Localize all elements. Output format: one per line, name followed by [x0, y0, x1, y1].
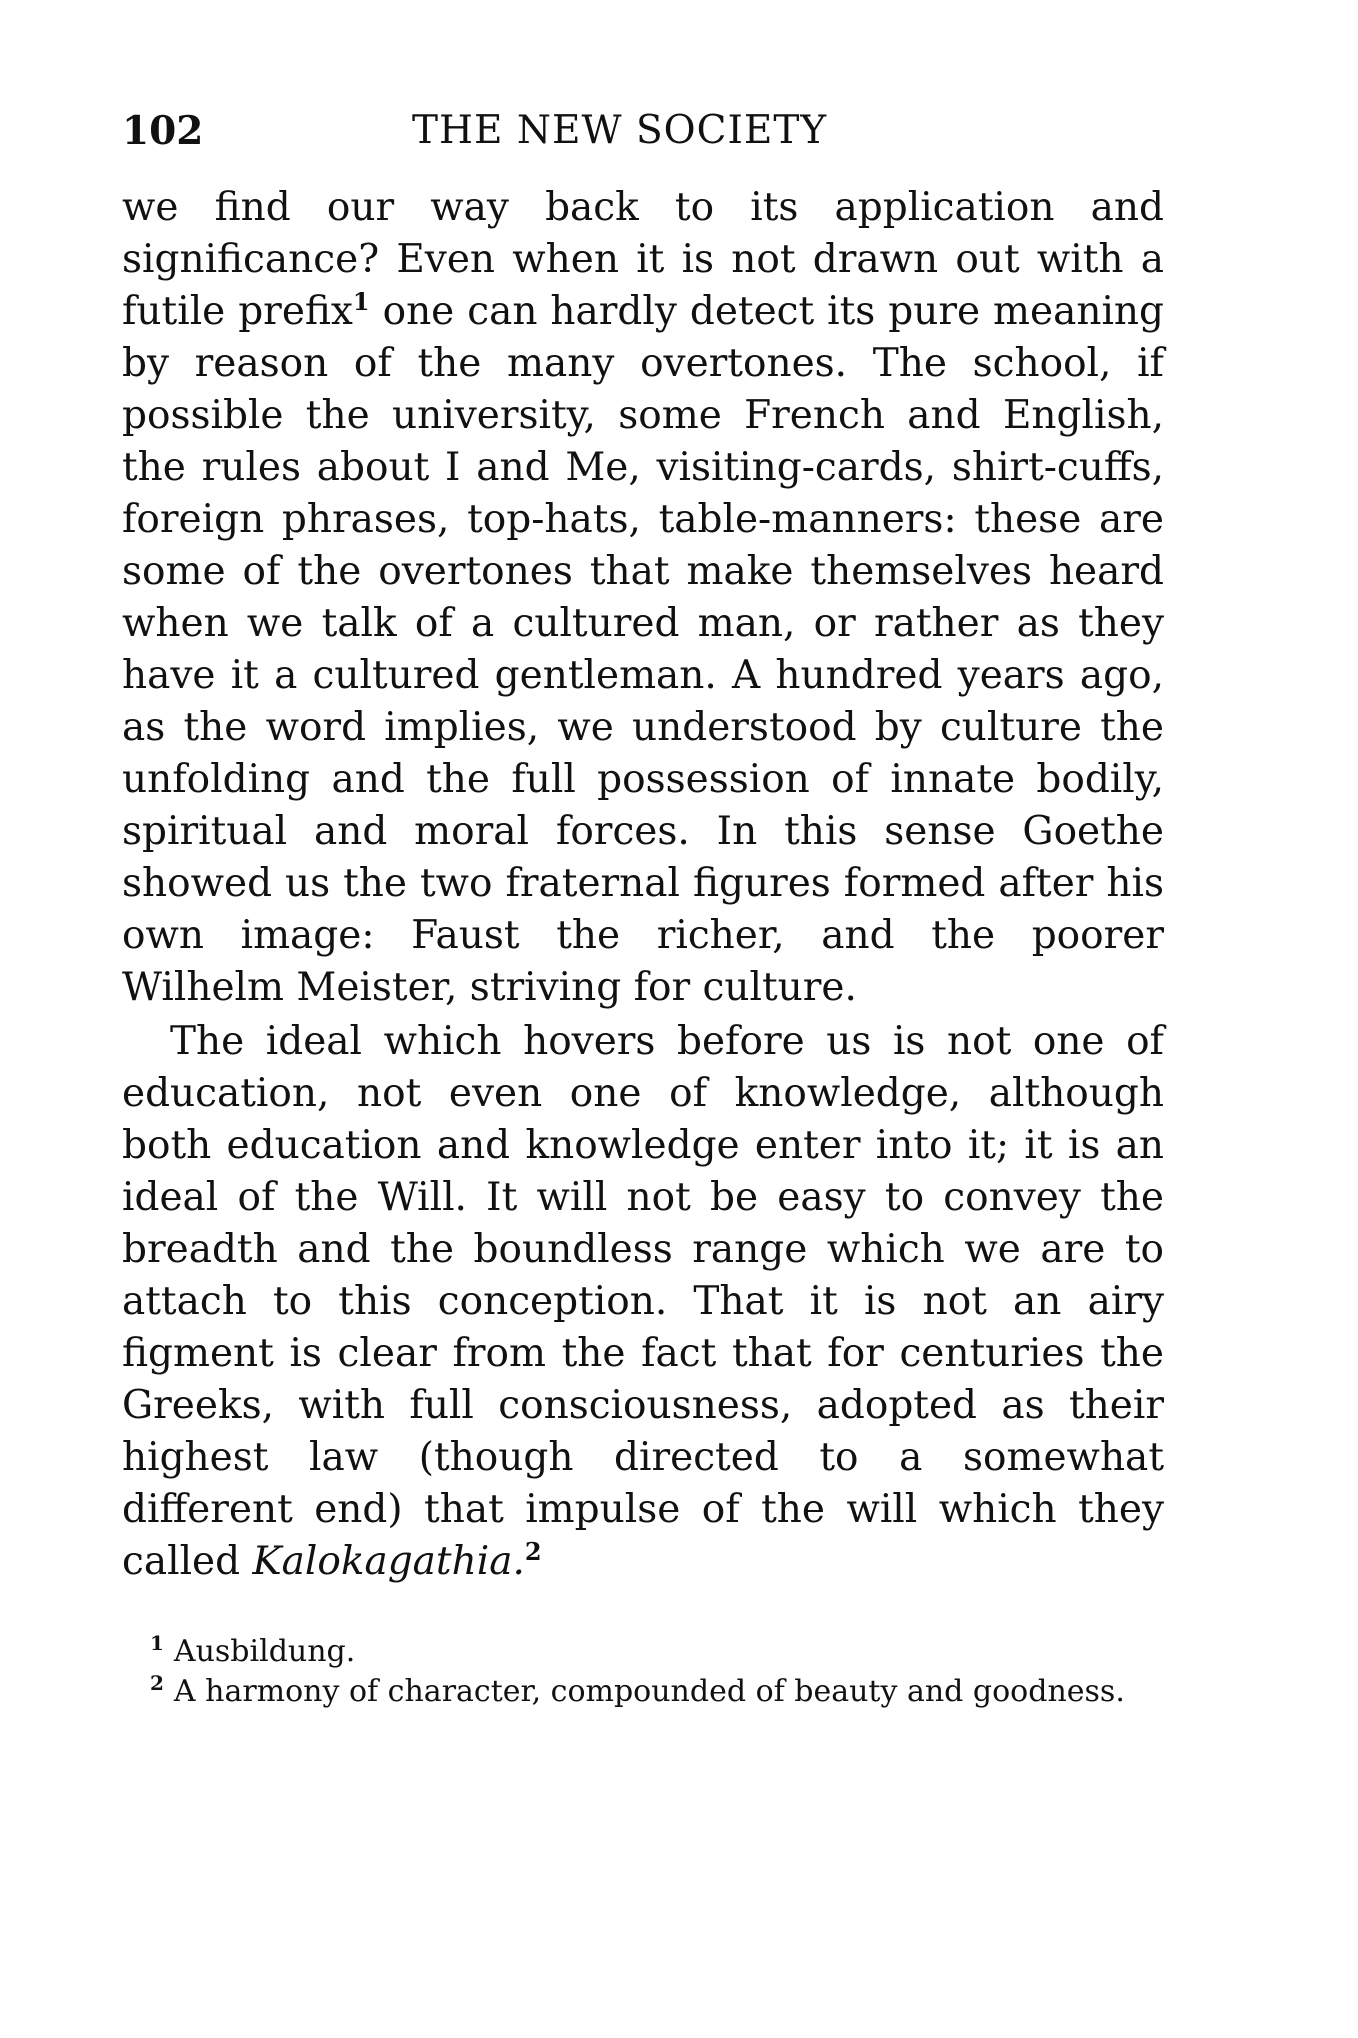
footnote-ref-1: 1 — [352, 287, 370, 316]
footnote-1-marker: 1 — [150, 1631, 164, 1655]
paragraph-2 — [122, 1016, 1164, 1588]
footnote-2-text: A harmony of character, compounded of beauty and goodness. — [173, 1674, 1125, 1709]
running-head — [122, 100, 1164, 162]
footnote-2 — [122, 1672, 1164, 1712]
paragraph-2-text: The ideal which hovers before us is not one of education, not even one of knowledge, although both education and knowledge enter into it; it is an ideal of the Will. It will not be easy to convey the breadth and the boundless range which we are to attach to this conception. That it is not an airy figment is clear from the fact that for centuries the Greeks, with full consciousness, adopted as their highest law (though directed to a somewhat different end) that impulse of the will which they called — [122, 1019, 1164, 1584]
running-title: THE NEW SOCIETY — [412, 108, 828, 153]
paragraph-1-text-b: one can hardly detect its pure meaning by reason of the many overtones. The school, if possible the university, some French and English, the rules about I and Me, visiting-cards, shirt-cuffs, foreign phrases, top-hats, table-manners: these are some of the overtones that make themselves heard when we talk of a cultured man, or rather as they have it a cultured gentleman. A hundred years ago, as the word implies, we understood by culture the unfolding and the full possession of innate bodily, spiritual and moral forces. In this sense Goethe showed us the two fraternal figures formed after his own image: Faust the richer, and the poorer Wilhelm Meister, striving for culture. — [122, 289, 1165, 1010]
footnote-1 — [122, 1632, 1164, 1672]
book-page — [122, 100, 1164, 1712]
paragraph-1 — [122, 182, 1164, 1014]
italic-term: Kalokagathia. — [252, 1539, 525, 1584]
footnote-2-marker: 2 — [150, 1671, 164, 1695]
page-number: 102 — [122, 108, 204, 154]
paragraph-1-text-a: we find our way back to its application and significance? Even when it is not drawn out with a futile prefix — [122, 185, 1164, 334]
footnote-ref-2: 2 — [524, 1537, 542, 1566]
footnote-1-text: Ausbildung. — [173, 1634, 356, 1669]
body-text — [122, 182, 1164, 1588]
footnotes — [122, 1632, 1164, 1712]
